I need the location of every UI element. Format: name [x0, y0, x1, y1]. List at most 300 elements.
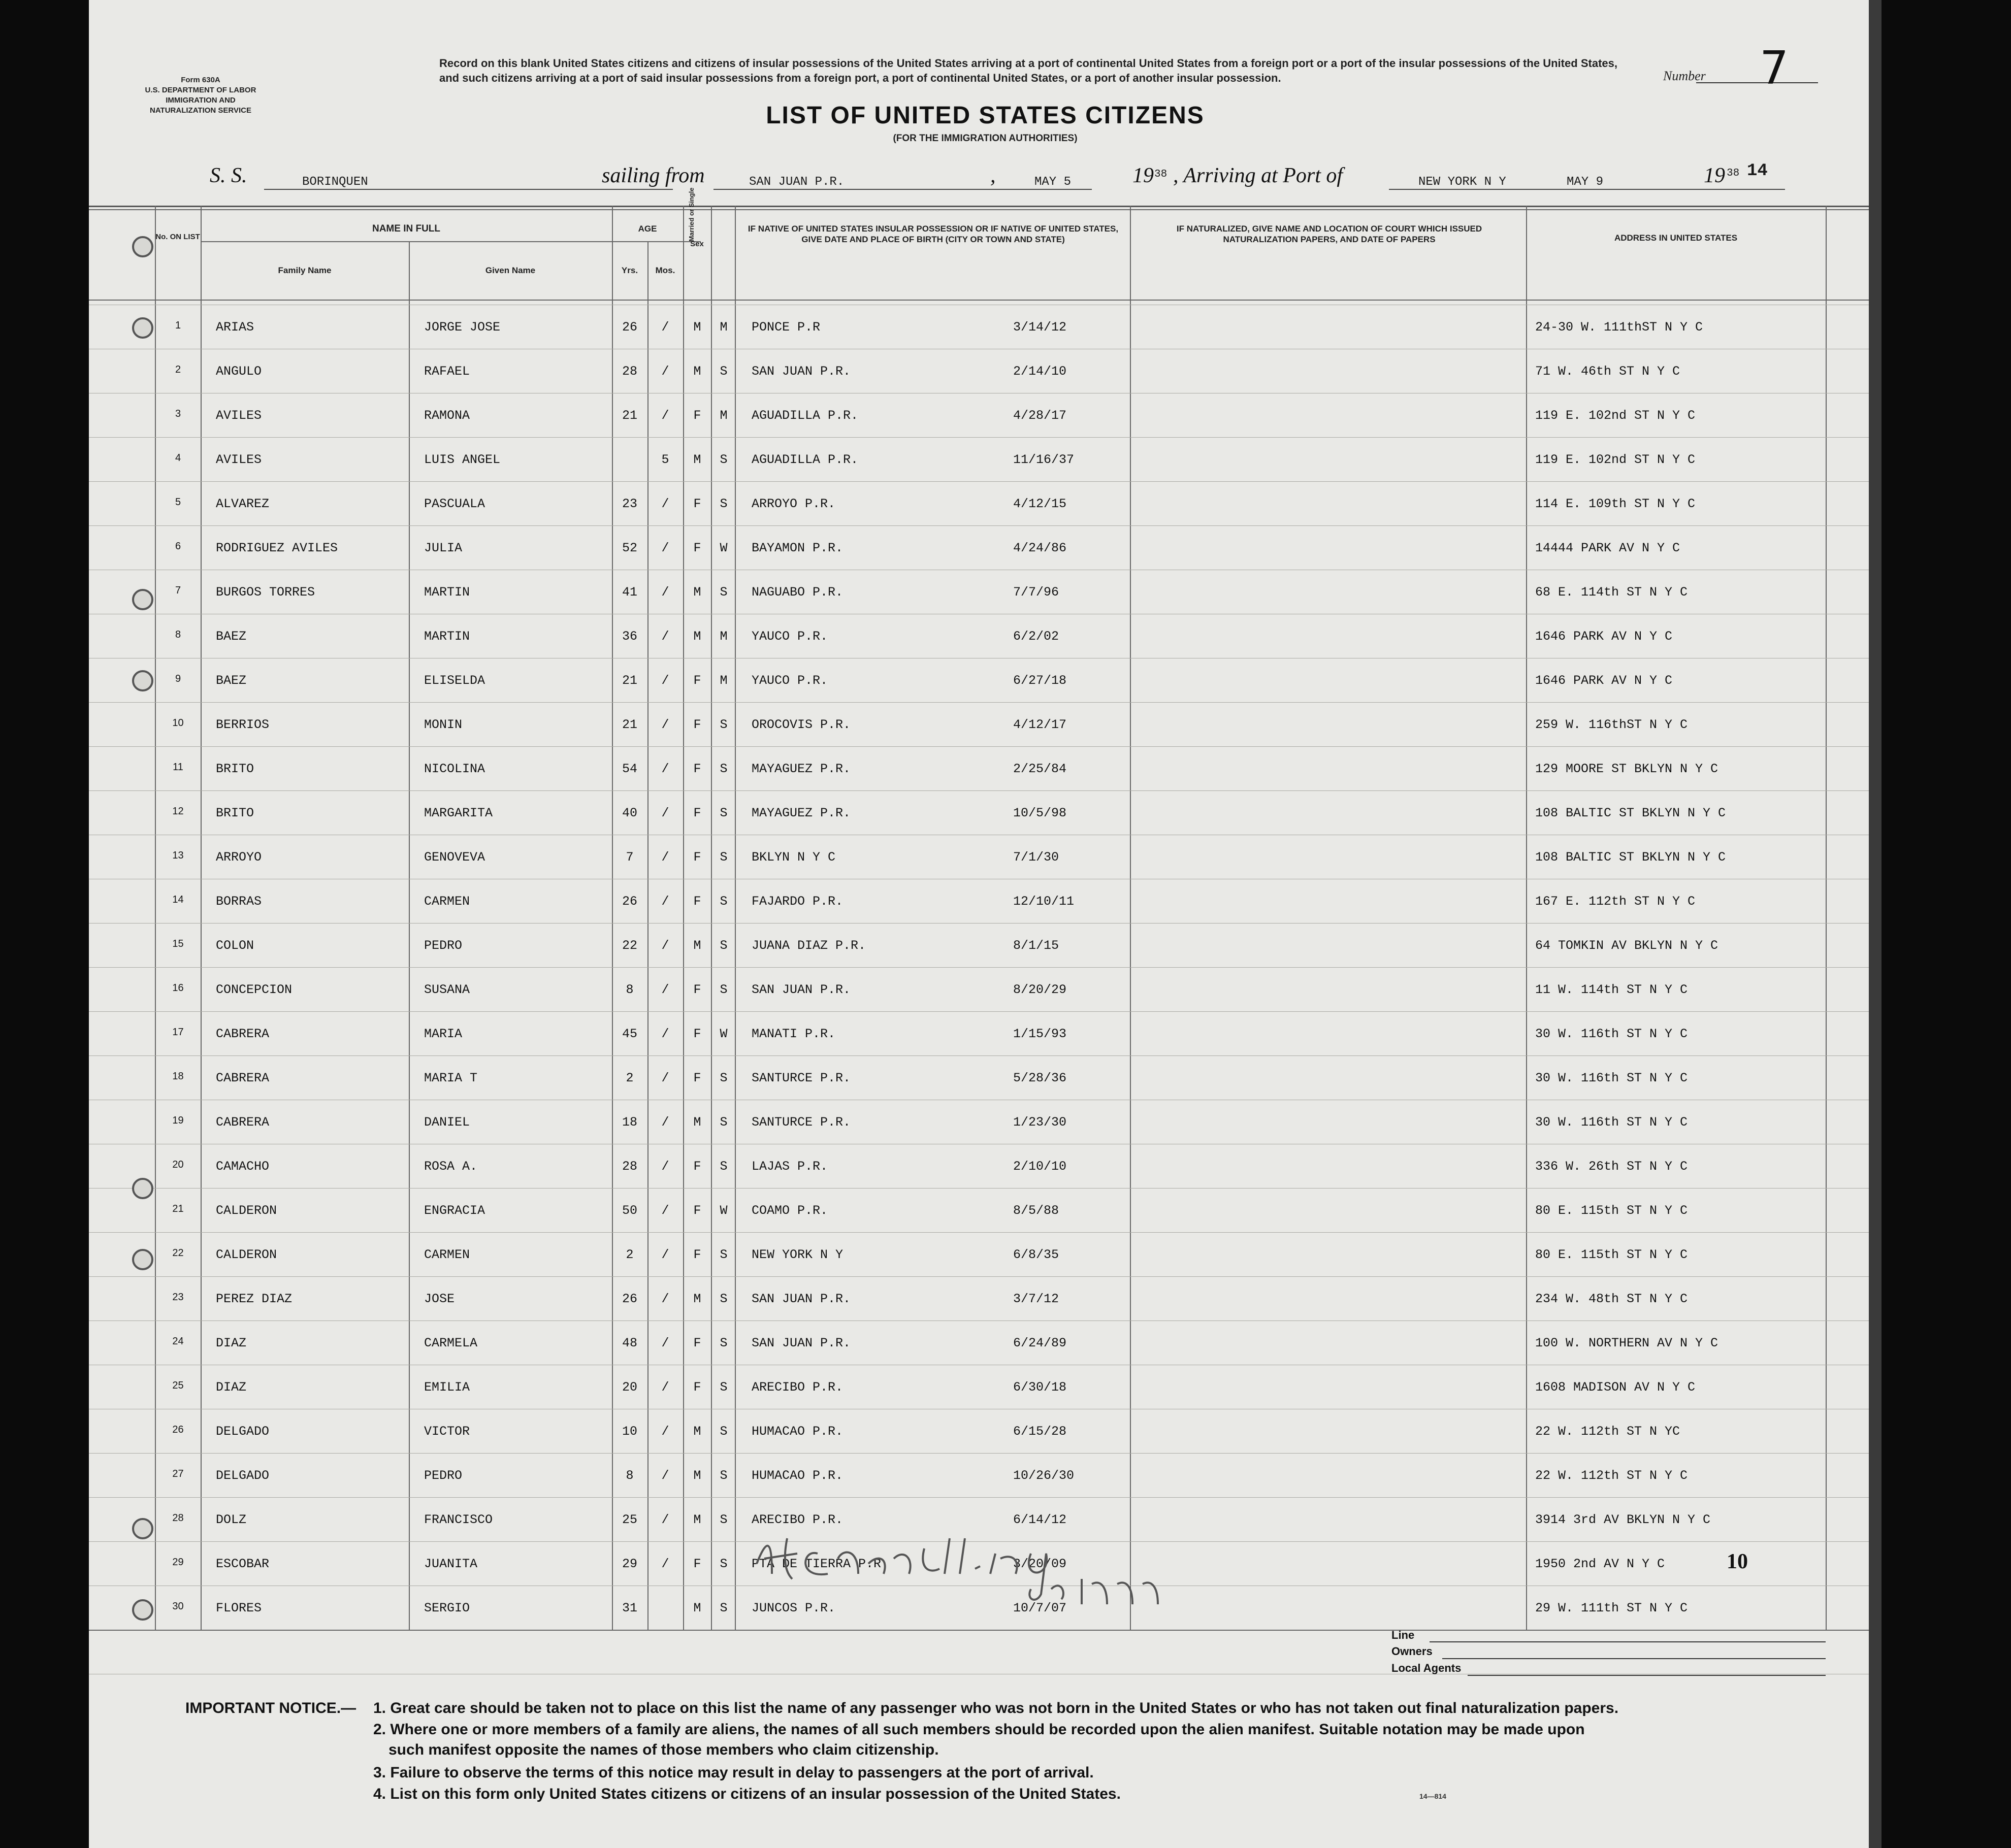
us-address: 29 W. 111th ST N Y C — [1535, 1601, 1688, 1615]
sex: M — [693, 1115, 701, 1130]
col-head-given: Given Name — [485, 266, 536, 275]
family-name: BAEZ — [216, 673, 247, 688]
age-years: 8 — [626, 982, 634, 997]
ship-underline — [264, 189, 673, 190]
sex: F — [693, 1071, 701, 1085]
age-years: 28 — [622, 364, 637, 379]
row-number: 3 — [175, 408, 181, 419]
ruled-line — [89, 790, 1882, 791]
row-number: 10 — [172, 717, 184, 729]
arrival-underline — [1389, 189, 1785, 190]
sex: F — [693, 1336, 701, 1350]
birth-date: 10/7/07 — [1013, 1601, 1067, 1615]
birth-date: 6/2/02 — [1013, 629, 1059, 644]
sex: F — [693, 1203, 701, 1218]
us-address: 24-30 W. 111thST N Y C — [1535, 320, 1703, 335]
marital-status: W — [720, 1203, 728, 1218]
notice-item: 4. List on this form only United States citizens or citizens of an insular possession of the United States. — [373, 1786, 1121, 1802]
marital-status: S — [720, 982, 728, 997]
age-months: / — [661, 1557, 669, 1571]
given-name: PEDRO — [424, 1468, 463, 1483]
family-name: CABRERA — [216, 1071, 270, 1085]
notice-item: 1. Great care should be taken not to place on this list the name of any passenger who was not born in the United States or who has not taken out final naturalization papers. — [373, 1700, 1619, 1717]
sailing-from-label: sailing from — [602, 164, 705, 187]
us-address: 68 E. 114th ST N Y C — [1535, 585, 1688, 600]
age-years: 26 — [622, 320, 637, 335]
given-name: MARGARITA — [424, 806, 493, 820]
sex: M — [693, 320, 701, 335]
birth-date: 2/10/10 — [1013, 1159, 1067, 1174]
age-years: 25 — [622, 1512, 637, 1527]
birth-place: SANTURCE P.R. — [752, 1071, 851, 1085]
row-number: 8 — [175, 629, 181, 640]
us-address: 30 W. 116th ST N Y C — [1535, 1027, 1688, 1041]
birth-place: NEW YORK N Y — [752, 1247, 844, 1262]
us-address: 1646 PARK AV N Y C — [1535, 629, 1673, 644]
age-months: / — [661, 1336, 669, 1350]
binder-hole — [132, 317, 153, 339]
col-divider — [155, 206, 156, 1630]
ruled-line — [89, 525, 1882, 526]
family-name: ARIAS — [216, 320, 254, 335]
ruled-line — [89, 746, 1882, 747]
sex: M — [693, 1468, 701, 1483]
sex: F — [693, 762, 701, 776]
birth-date: 4/28/17 — [1013, 408, 1067, 423]
birth-place: AGUADILLA P.R. — [752, 408, 859, 423]
marital-status: S — [720, 1292, 728, 1306]
birth-date: 1/23/30 — [1013, 1115, 1067, 1130]
us-address: 108 BALTIC ST BKLYN N Y C — [1535, 806, 1726, 820]
row-number: 6 — [175, 541, 181, 552]
age-months: / — [661, 1203, 669, 1218]
us-address: 14444 PARK AV N Y C — [1535, 541, 1680, 555]
marital-status: S — [720, 938, 728, 953]
age-months: / — [661, 717, 669, 732]
owners-label: Owners — [1391, 1645, 1433, 1658]
birth-place: MAYAGUEZ P.R. — [752, 762, 851, 776]
row-number: 4 — [175, 452, 181, 464]
sex: M — [693, 1424, 701, 1439]
family-name: BURGOS TORRES — [216, 585, 315, 600]
sex: M — [693, 452, 701, 467]
row-number: 2 — [175, 364, 181, 375]
row-number: 29 — [172, 1557, 184, 1568]
age-years: 23 — [622, 497, 637, 511]
family-name: ARROYO — [216, 850, 262, 865]
given-name: DANIEL — [424, 1115, 470, 1130]
birth-place: MAYAGUEZ P.R. — [752, 806, 851, 820]
family-name: BRITO — [216, 806, 254, 820]
birth-date: 4/12/15 — [1013, 497, 1067, 511]
age-months: / — [661, 1292, 669, 1306]
age-months: / — [661, 585, 669, 600]
family-name: CABRERA — [216, 1027, 270, 1041]
marital-status: S — [720, 1115, 728, 1130]
us-address: 234 W. 48th ST N Y C — [1535, 1292, 1688, 1306]
birth-date: 12/10/11 — [1013, 894, 1075, 909]
us-address: 336 W. 26th ST N Y C — [1535, 1159, 1688, 1174]
row-number: 11 — [173, 762, 183, 773]
sex: F — [693, 1027, 701, 1041]
signature-scrawl — [736, 1518, 1295, 1614]
sex: M — [693, 629, 701, 644]
row-number: 15 — [172, 938, 184, 949]
age-years: 22 — [622, 938, 637, 953]
row-number: 12 — [172, 806, 184, 817]
birth-place: BKLYN N Y C — [752, 850, 836, 865]
age-months: / — [661, 762, 669, 776]
birth-date: 10/5/98 — [1013, 806, 1067, 820]
age-years: 45 — [622, 1027, 637, 1041]
row-number: 16 — [172, 982, 184, 994]
age-years: 7 — [626, 850, 634, 865]
us-address: 3914 3rd AV BKLYN N Y C — [1535, 1512, 1711, 1527]
year-prefix: 19 — [1132, 164, 1154, 187]
us-address: 80 E. 115th ST N Y C — [1535, 1247, 1688, 1262]
age-years: 21 — [622, 717, 637, 732]
col-divider — [735, 206, 736, 1630]
ruled-line — [89, 481, 1882, 482]
age-months: / — [661, 673, 669, 688]
birth-date: 4/12/17 — [1013, 717, 1067, 732]
age-months: / — [661, 497, 669, 511]
sex: M — [693, 364, 701, 379]
ruled-line — [89, 1188, 1882, 1189]
family-name: CALDERON — [216, 1203, 277, 1218]
row-number: 5 — [175, 497, 181, 508]
age-months: / — [661, 806, 669, 820]
given-name: MARTIN — [424, 585, 470, 600]
marital-status: S — [720, 497, 728, 511]
family-name: RODRIGUEZ AVILES — [216, 541, 338, 555]
given-name: VICTOR — [424, 1424, 470, 1439]
given-name: RAMONA — [424, 408, 470, 423]
marital-status: S — [720, 1424, 728, 1439]
given-name: RAFAEL — [424, 364, 470, 379]
age-years: 31 — [622, 1601, 637, 1615]
birth-date: 7/7/96 — [1013, 585, 1059, 600]
us-address: 80 E. 115th ST N Y C — [1535, 1203, 1688, 1218]
col-divider — [409, 241, 410, 1630]
table-top-border — [89, 206, 1882, 207]
ruled-line — [89, 1232, 1882, 1233]
age-months: / — [661, 408, 669, 423]
sex: F — [693, 541, 701, 555]
col-divider — [201, 206, 202, 1630]
col-head-family: Family Name — [278, 266, 332, 275]
family-name: DELGADO — [216, 1424, 270, 1439]
birth-date: 4/24/86 — [1013, 541, 1067, 555]
marital-status: S — [720, 1557, 728, 1571]
row-number: 22 — [172, 1247, 184, 1259]
birth-place: JUANA DIAZ P.R. — [752, 938, 866, 953]
count-mark: 10 — [1727, 1550, 1748, 1573]
given-name: PEDRO — [424, 938, 463, 953]
table-bottom-border — [89, 1630, 1882, 1631]
given-name: CARMEN — [424, 1247, 470, 1262]
row-number: 18 — [172, 1071, 184, 1082]
agents-label: Local Agents — [1391, 1662, 1462, 1674]
sex: F — [693, 1247, 701, 1262]
birth-place: SAN JUAN P.R. — [752, 982, 851, 997]
from-underline — [713, 189, 1092, 190]
age-months: / — [661, 938, 669, 953]
sex: F — [693, 1380, 701, 1395]
us-address: 108 BALTIC ST BKLYN N Y C — [1535, 850, 1726, 865]
col-divider — [1526, 206, 1527, 1630]
birth-date: 8/20/29 — [1013, 982, 1067, 997]
us-address: 167 E. 112th ST N Y C — [1535, 894, 1696, 909]
family-name: PEREZ DIAZ — [216, 1292, 293, 1306]
us-address: 259 W. 116thST N Y C — [1535, 717, 1688, 732]
marital-status: M — [720, 408, 728, 423]
owners-underline — [1442, 1658, 1826, 1659]
age-months: / — [661, 1424, 669, 1439]
row-number: 27 — [172, 1468, 184, 1479]
arrival-port: NEW YORK N Y — [1418, 175, 1506, 189]
family-name: CABRERA — [216, 1115, 270, 1130]
age-months: / — [661, 1027, 669, 1041]
number-value: 7 — [1760, 42, 1789, 95]
sex: F — [693, 1557, 701, 1571]
marital-status: S — [720, 364, 728, 379]
row-number: 14 — [172, 894, 184, 905]
marital-status: S — [720, 894, 728, 909]
ruled-line — [89, 1497, 1882, 1498]
age-months: / — [661, 541, 669, 555]
sex: F — [693, 673, 701, 688]
us-address: 1950 2nd AV N Y C — [1535, 1557, 1665, 1571]
age-years: 50 — [622, 1203, 637, 1218]
col-head-sex: Sex — [690, 240, 704, 248]
row-number: 13 — [172, 850, 184, 861]
family-name: BERRIOS — [216, 717, 270, 732]
age-months: / — [661, 320, 669, 335]
birth-date: 6/30/18 — [1013, 1380, 1067, 1395]
form-id-line: NATURALIZATION SERVICE — [149, 106, 251, 115]
given-name: CARMELA — [424, 1336, 478, 1350]
sex: F — [693, 408, 701, 423]
family-name: DELGADO — [216, 1468, 270, 1483]
given-name: LUIS ANGEL — [424, 452, 501, 467]
given-name: MARIA — [424, 1027, 463, 1041]
arrival-year-prefix: 19 — [1704, 164, 1725, 187]
sex: M — [693, 585, 701, 600]
row-number: 26 — [172, 1424, 184, 1435]
col-head-married: Married or Single — [688, 187, 695, 242]
row-number: 25 — [172, 1380, 184, 1391]
birth-date: 6/27/18 — [1013, 673, 1067, 688]
sex: F — [693, 806, 701, 820]
birth-place: ARECIBO P.R. — [752, 1380, 844, 1395]
marital-status: S — [720, 1336, 728, 1350]
marital-status: S — [720, 850, 728, 865]
age-months: / — [661, 629, 669, 644]
ruled-line — [89, 1453, 1882, 1454]
col-head-mos: Mos. — [655, 266, 675, 275]
sex: F — [693, 982, 701, 997]
marital-status: S — [720, 585, 728, 600]
age-months: / — [661, 850, 669, 865]
birth-place: OROCOVIS P.R. — [752, 717, 851, 732]
birth-place: SAN JUAN P.R. — [752, 364, 851, 379]
birth-date: 7/1/30 — [1013, 850, 1059, 865]
age-years: 40 — [622, 806, 637, 820]
notice-label: IMPORTANT NOTICE.— — [185, 1700, 356, 1717]
given-name: EMILIA — [424, 1380, 470, 1395]
marital-status: S — [720, 1468, 728, 1483]
birth-date: 11/16/37 — [1013, 452, 1075, 467]
age-years: 21 — [622, 673, 637, 688]
marital-status: S — [720, 762, 728, 776]
birth-place: YAUCO P.R. — [752, 673, 828, 688]
row-number: 30 — [172, 1601, 184, 1612]
sex: F — [693, 497, 701, 511]
us-address: 129 MOORE ST BKLYN N Y C — [1535, 762, 1718, 776]
birth-place: PTA DE TIERRA P.R — [752, 1557, 882, 1571]
marital-status: S — [720, 1247, 728, 1262]
birth-place: SANTURCE P.R. — [752, 1115, 851, 1130]
row-number: 28 — [172, 1512, 184, 1524]
age-months: / — [661, 894, 669, 909]
comma-separator: , — [990, 164, 996, 187]
sex: M — [693, 1512, 701, 1527]
us-address: 1608 MADISON AV N Y C — [1535, 1380, 1696, 1395]
row-number: 24 — [172, 1336, 184, 1347]
age-months: 5 — [661, 452, 669, 467]
binder-hole — [132, 1178, 153, 1199]
page-title: LIST OF UNITED STATES CITIZENS — [766, 102, 1205, 129]
given-name: JOSE — [424, 1292, 455, 1306]
birth-date: 10/26/30 — [1013, 1468, 1075, 1483]
family-name: CALDERON — [216, 1247, 277, 1262]
arrival-date: MAY 9 — [1567, 175, 1604, 189]
given-name: JUANITA — [424, 1557, 478, 1571]
record-instructions: Record on this blank United States citizens and citizens of insular possessions of the United States arriving at a port of continental United States from a foreign port or a port of the insular possessions of the United States, and such citizens arriving at a port of said insular possessions from a foreign port, a port of continental United States, or a port of another insular possession. — [439, 57, 1617, 84]
age-years: 2 — [626, 1071, 634, 1085]
age-months: / — [661, 1468, 669, 1483]
us-address: 1646 PARK AV N Y C — [1535, 673, 1673, 688]
given-name: GENOVEVA — [424, 850, 485, 865]
us-address: 11 W. 114th ST N Y C — [1535, 982, 1688, 997]
col-divider — [711, 206, 712, 1630]
row-number: 19 — [172, 1115, 184, 1126]
form-id-line: U.S. DEPARTMENT OF LABOR — [145, 86, 256, 94]
age-months: / — [661, 1159, 669, 1174]
family-name: BRITO — [216, 762, 254, 776]
family-name: COLON — [216, 938, 254, 953]
sex: F — [693, 717, 701, 732]
notice-item: such manifest opposite the names of those members who claim citizenship. — [388, 1741, 939, 1758]
number-underline — [1696, 82, 1818, 83]
row-number: 9 — [175, 673, 181, 684]
birth-date: 8/5/88 — [1013, 1203, 1059, 1218]
col-head-age: AGE — [638, 224, 657, 234]
family-name: CAMACHO — [216, 1159, 270, 1174]
us-address: 71 W. 46th ST N Y C — [1535, 364, 1680, 379]
birth-date: 1/15/93 — [1013, 1027, 1067, 1041]
age-months: / — [661, 1247, 669, 1262]
row-number: 7 — [175, 585, 181, 596]
arriving-label: , Arriving at Port of — [1173, 164, 1343, 187]
form-id-line: Form 630A — [181, 76, 220, 84]
birth-place: SAN JUAN P.R. — [752, 1292, 851, 1306]
col-head-no: No. ON LIST — [155, 233, 200, 241]
age-months: / — [661, 364, 669, 379]
birth-place: FAJARDO P.R. — [752, 894, 844, 909]
row-number: 21 — [172, 1203, 184, 1214]
sex: F — [693, 894, 701, 909]
given-name: ENGRACIA — [424, 1203, 485, 1218]
col-head-naturalized: IF NATURALIZED, GIVE NAME AND LOCATION OF COURT WHICH ISSUED NATURALIZATION PAPERS, AND DATE OF PAPERS — [1176, 224, 1482, 244]
family-name: ESCOBAR — [216, 1557, 270, 1571]
age-years: 10 — [622, 1424, 637, 1439]
sex: F — [693, 850, 701, 865]
given-name: MARIA T — [424, 1071, 478, 1085]
age-months: / — [661, 1115, 669, 1130]
age-years: 28 — [622, 1159, 637, 1174]
row-number: 1 — [175, 320, 181, 331]
marital-status: M — [720, 320, 728, 335]
us-address: 22 W. 112th ST N Y C — [1535, 1468, 1688, 1483]
binder-hole — [132, 1249, 153, 1270]
us-address: 22 W. 112th ST N YC — [1535, 1424, 1680, 1439]
us-address: 119 E. 102nd ST N Y C — [1535, 408, 1696, 423]
age-years: 18 — [622, 1115, 637, 1130]
age-years: 8 — [626, 1468, 634, 1483]
table-header-bottom — [89, 300, 1882, 301]
line-underline — [1430, 1641, 1826, 1642]
ruled-line — [89, 702, 1882, 703]
col-divider — [683, 206, 684, 1630]
birth-place: ARROYO P.R. — [752, 497, 836, 511]
ruled-line — [89, 1011, 1882, 1012]
age-months: / — [661, 1512, 669, 1527]
sail-date: MAY 5 — [1034, 175, 1072, 189]
family-name: DIAZ — [216, 1336, 247, 1350]
line-label: Line — [1391, 1629, 1415, 1641]
given-name: ROSA A. — [424, 1159, 478, 1174]
birth-place: JUNCOS P.R. — [752, 1601, 836, 1615]
page-subtitle: (FOR THE IMMIGRATION AUTHORITIES) — [893, 133, 1078, 144]
manifest-sheet — [89, 0, 1882, 1848]
birth-place: LAJAS P.R. — [752, 1159, 828, 1174]
age-years: 36 — [622, 629, 637, 644]
ss-label: S. S. — [210, 164, 247, 187]
ruled-line — [89, 1055, 1882, 1056]
family-name: AVILES — [216, 452, 262, 467]
age-years: 54 — [622, 762, 637, 776]
number-label: Number — [1663, 69, 1706, 83]
sex: M — [693, 938, 701, 953]
notice-item: 3. Failure to observe the terms of this notice may result in delay to passengers at the port of arrival. — [373, 1764, 1094, 1781]
birth-date: 5/28/36 — [1013, 1071, 1067, 1085]
given-name: SUSANA — [424, 982, 470, 997]
marital-status: M — [720, 629, 728, 644]
col-head-birth: IF NATIVE OF UNITED STATES INSULAR POSSESSION OR IF NATIVE OF UNITED STATES, GIVE DATE AND PLACE OF BIRTH (CITY OR TOWN AND STATE) — [748, 224, 1119, 244]
marital-status: W — [720, 541, 728, 555]
ruled-line — [89, 967, 1882, 968]
birth-date: 3/7/12 — [1013, 1292, 1059, 1306]
age-years: 21 — [622, 408, 637, 423]
family-name: ALVAREZ — [216, 497, 270, 511]
given-name: MARTIN — [424, 629, 470, 644]
birth-place: BAYAMON P.R. — [752, 541, 844, 555]
binder-hole — [132, 1518, 153, 1539]
col-divider — [612, 206, 613, 1630]
binding-edge — [1869, 0, 1882, 1848]
